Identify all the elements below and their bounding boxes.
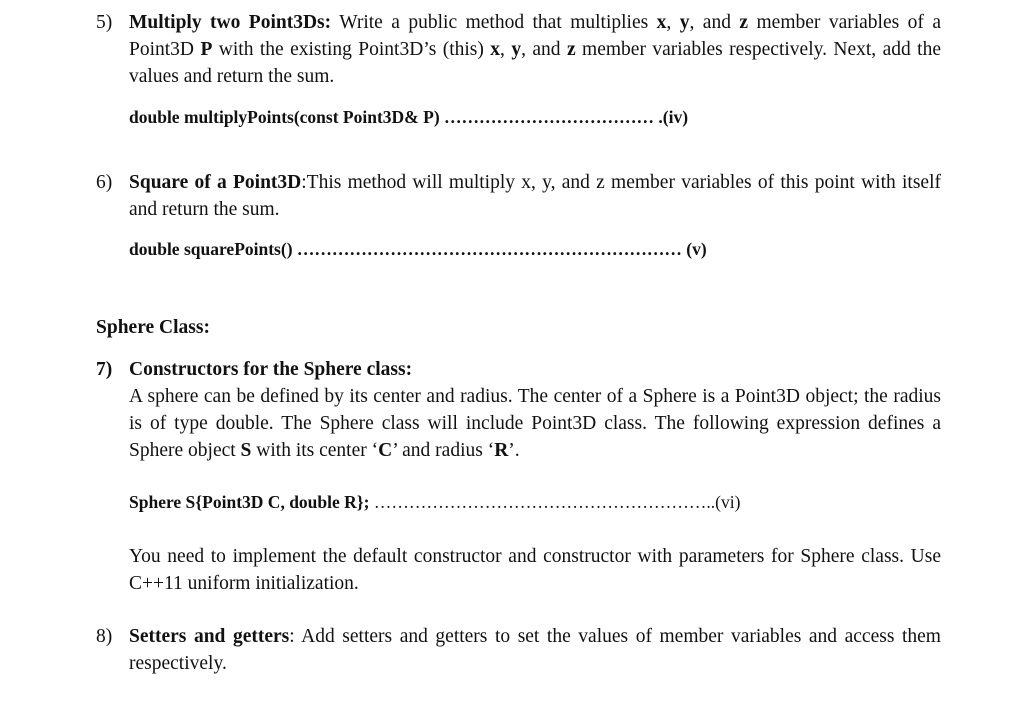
method-signature-v: double squarePoints() ………………………………………………………… (v) (129, 239, 707, 259)
item-7-description: Constructors for the Sphere class: A sphere can be defined by its center and radius. The center of a Sphere is a Point3D object; the radius is of type double. The Sphere class will include Point3D class. The following expression defines a Sphere object S with its center ‘C’ and radius ‘R’. (129, 356, 941, 464)
item-8-description: Setters and getters: Add setters and getters to set the values of member variables and access them respectively. (129, 626, 941, 674)
item-8 (96, 623, 941, 677)
item-title: Multiply two Point3Ds: (129, 12, 332, 33)
item-title: Square of a Point3D (129, 172, 302, 193)
item-title: Setters and getters (129, 626, 290, 647)
item-number: 6) (96, 172, 113, 193)
item-7 (96, 356, 941, 464)
item-number: 7) (96, 359, 113, 380)
item-number: 8) (96, 626, 113, 647)
item-number: 5) (96, 12, 113, 33)
constructor-signature-vi: Sphere S{Point3D C, double R}; …………………………………………………..(vi) (129, 492, 741, 512)
section-heading: Sphere Class: (96, 317, 210, 338)
item-5 (96, 9, 941, 90)
item-6 (96, 169, 941, 223)
item-title: Constructors for the Sphere class: (129, 359, 413, 380)
item-6-description: Square of a Point3D:This method will multiply x, y, and z member variables of this point with itself and return the sum. (129, 172, 941, 220)
item-5-description: Multiply two Point3Ds: Write a public method that multiplies x, y, and z member variables of a Point3D P with the existing Point3D’s (this) x, y, and z member variables respectively. Next, add the values and return the sum. (129, 12, 941, 87)
constructor-note: You need to implement the default constructor and constructor with parameters for Sphere class. Use C++11 uniform initialization. (129, 546, 941, 594)
method-signature-iv: double multiplyPoints(const Point3D& P) ……………………………… .(iv) (129, 107, 689, 127)
